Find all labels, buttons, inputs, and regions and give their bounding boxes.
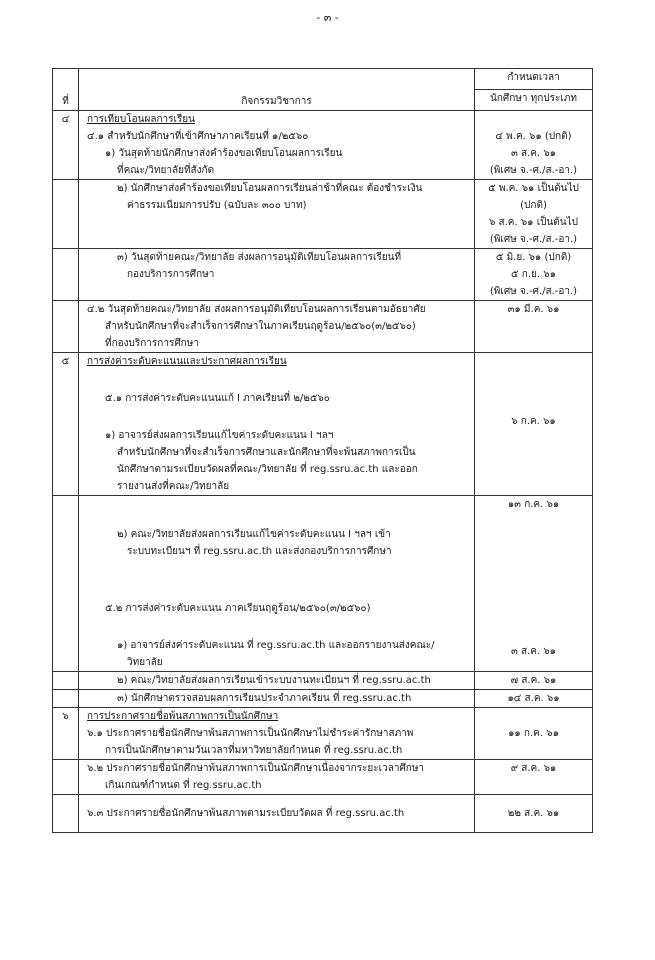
section-number: ๕ xyxy=(53,353,79,496)
section-cell xyxy=(79,111,475,180)
time-cell xyxy=(475,111,593,180)
time-value: ๒๒ ส.ค. ๖๑ xyxy=(507,808,560,819)
item-text: ๒) คณะ/วิทยาลัยส่งผลการเรียนเข้าระบบงานทะเบียนฯ ที่ reg.ssru.ac.th xyxy=(117,675,431,686)
table-row xyxy=(53,672,593,690)
table-header-row xyxy=(53,69,593,90)
header-activity: กิจกรรมวิชาการ xyxy=(79,69,475,111)
table-row xyxy=(53,690,593,708)
time-cell xyxy=(475,690,593,708)
table-row xyxy=(53,708,593,760)
table-row xyxy=(53,249,593,301)
time-value: ๓ ส.ค. ๖๑ xyxy=(510,148,557,159)
item-text: เกินเกณฑ์กำหนด ที่ reg.ssru.ac.th xyxy=(105,780,262,791)
section-cell xyxy=(79,708,475,760)
time-cell xyxy=(475,708,593,760)
time-value: ๕ พ.ค. ๖๑ เป็นต้นไป xyxy=(488,183,579,194)
section-title: การเทียบโอนผลการเรียน xyxy=(87,114,195,125)
section-cell xyxy=(79,353,475,496)
header-time: กำหนดเวลา xyxy=(475,69,593,90)
time-value: ๓ ส.ค. ๖๑ xyxy=(510,646,557,657)
time-value: (พิเศษ จ.-ศ./ส.-อา.) xyxy=(489,234,578,245)
table-row xyxy=(53,111,593,180)
time-value: ๖ ก.ค. ๖๑ xyxy=(511,416,556,427)
time-value: ๑๔ ส.ค. ๖๑ xyxy=(507,693,560,704)
time-value: ๑๓ ก.ค. ๖๑ xyxy=(507,499,560,510)
item-text: การเป็นนักศึกษาตามวันเวลาที่มหาวิทยาลัยกำหนด ที่ reg.ssru.ac.th xyxy=(105,745,403,756)
time-cell xyxy=(475,760,593,795)
time-cell xyxy=(475,301,593,353)
table-row xyxy=(53,353,593,496)
schedule-table xyxy=(52,68,593,833)
time-value: ๔ พ.ค. ๖๑ (ปกติ) xyxy=(495,131,572,142)
item-text: รายงานส่งที่คณะ/วิทยาลัย xyxy=(117,481,230,492)
item-cell xyxy=(79,180,475,249)
section-number: ๔ xyxy=(53,111,79,180)
item-cell xyxy=(79,301,475,353)
time-value: ๑๑ ก.ค. ๖๑ xyxy=(508,728,559,739)
item-text: ที่คณะ/วิทยาลัยที่สังกัด xyxy=(117,165,215,176)
item-text: วิทยาลัย xyxy=(127,657,163,668)
time-value: (พิเศษ จ.-ศ./ส.-อา.) xyxy=(489,286,578,297)
item-text: ๖.๑ ประกาศรายชื่อนักศึกษาพ้นสภาพการเป็นนักศึกษาไม่ชำระค่ารักษาสภาพ xyxy=(87,728,414,739)
item-cell xyxy=(79,795,475,833)
item-text: ๓) วันสุดท้ายคณะ/วิทยาลัย ส่งผลการอนุมัติเทียบโอนผลการเรียนที่ xyxy=(117,252,402,263)
page-number: - ๓ - xyxy=(316,11,339,24)
subsection-title: ๔.๒ วันสุดท้ายคณะ/วิทยาลัย ส่งผลการอนุมัติเทียบโอนผลการเรียนตามอัธยาศัย xyxy=(87,304,426,315)
item-text: ค่าธรรมเนียมการปรับ (ฉบับละ ๓๐๐ บาท) xyxy=(127,200,307,211)
time-cell xyxy=(475,496,593,672)
time-value: ๕ มิ.ย. ๖๑ (ปกติ) xyxy=(495,252,572,263)
item-text: ระบบทะเบียนฯ ที่ reg.ssru.ac.th และส่งกองบริการการศึกษา xyxy=(127,546,392,557)
time-value: ๕ ก.ย. ๖๑ xyxy=(511,269,556,280)
time-value: (พิเศษ จ.-ศ./ส.-อา.) xyxy=(489,165,578,176)
item-text: ๓) นักศึกษาตรวจสอบผลการเรียนประจำภาคเรียน ที่ reg.ssru.ac.th xyxy=(117,693,412,704)
time-cell xyxy=(475,180,593,249)
item-cell xyxy=(79,249,475,301)
time-cell xyxy=(475,672,593,690)
item-text: ๒) นักศึกษาส่งคำร้องขอเทียบโอนผลการเรียนล่าช้าที่คณะ ต้องชำระเงิน xyxy=(117,183,423,194)
item-text: ๑) อาจารย์ส่งผลการเรียนแก้ไขค่าระดับคะแนน I ฯลฯ xyxy=(105,430,334,441)
time-value: ๖ ส.ค. ๖๑ เป็นต้นไป xyxy=(488,217,579,228)
time-value: (ปกติ) xyxy=(520,200,547,211)
item-text: ๖.๓ ประกาศรายชื่อนักศึกษาพ้นสภาพตามระเบียบวัดผล ที่ reg.ssru.ac.th xyxy=(87,808,405,819)
subsection-title: ๕.๒ การส่งค่าระดับคะแนน ภาคเรียนฤดูร้อน/๒๕๖๐(๓/๒๕๖๐) xyxy=(105,603,371,614)
time-value: ๗ ส.ค. ๖๑ xyxy=(510,675,557,686)
item-text: สำหรับนักศึกษาที่จะสำเร็จการศึกษาและนักศึกษาที่จะพ้นสภาพการเป็น xyxy=(117,447,416,458)
section-title: การประกาศรายชื่อพ้นสภาพการเป็นนักศึกษา xyxy=(87,711,279,722)
item-cell xyxy=(79,672,475,690)
header-time-sub: นักศึกษา ทุกประเภท xyxy=(475,90,593,111)
time-cell xyxy=(475,249,593,301)
item-text: นักศึกษาตามระเบียบวัดผลที่คณะ/วิทยาลัย ที่ reg.ssru.ac.th และออก xyxy=(117,464,418,475)
table-row xyxy=(53,760,593,795)
item-text: กองบริการการศึกษา xyxy=(127,269,215,280)
item-text: ๒) คณะ/วิทยาลัยส่งผลการเรียนแก้ไขค่าระดับคะแนน I ฯลฯ เข้า xyxy=(117,529,391,540)
time-cell xyxy=(475,353,593,496)
item-text: ที่กองบริการการศึกษา xyxy=(105,338,199,349)
table-row xyxy=(53,496,593,672)
subsection-title: ๕.๑ การส่งค่าระดับคะแนนแก้ I ภาคเรียนที่ ๒/๒๕๖๐ xyxy=(105,393,330,404)
item-text: สำหรับนักศึกษาที่จะสำเร็จการศึกษาในภาคเรียนฤดูร้อน/๒๕๖๐(๓/๒๕๖๐) xyxy=(105,321,416,332)
time-value: ๓๑ มี.ค. ๖๑ xyxy=(507,304,560,315)
section-number: ๖ xyxy=(53,708,79,760)
item-text: ๑) วันสุดท้ายนักศึกษาส่งคำร้องขอเทียบโอนผลการเรียน xyxy=(105,148,343,159)
table-row xyxy=(53,795,593,833)
subsection-title: ๔.๑ สำหรับนักศึกษาที่เข้าศึกษาภาคเรียนที่ ๑/๒๕๖๐ xyxy=(87,131,309,142)
time-cell xyxy=(475,795,593,833)
header-no: ที่ xyxy=(53,69,79,111)
time-value: ๙ ส.ค. ๖๑ xyxy=(510,763,557,774)
table-row xyxy=(53,180,593,249)
item-cell xyxy=(79,760,475,795)
table-row xyxy=(53,301,593,353)
item-cell xyxy=(79,496,475,672)
item-cell xyxy=(79,690,475,708)
item-text: ๑) อาจารย์ส่งค่าระดับคะแนน ที่ reg.ssru.ac.th และออกรายงานส่งคณะ/ xyxy=(117,640,435,651)
section-title: การส่งค่าระดับคะแนนและประกาศผลการเรียน xyxy=(87,356,287,367)
item-text: ๖.๒ ประกาศรายชื่อนักศึกษาพ้นสภาพการเป็นนักศึกษาเนื่องจากระยะเวลาศึกษา xyxy=(87,763,425,774)
